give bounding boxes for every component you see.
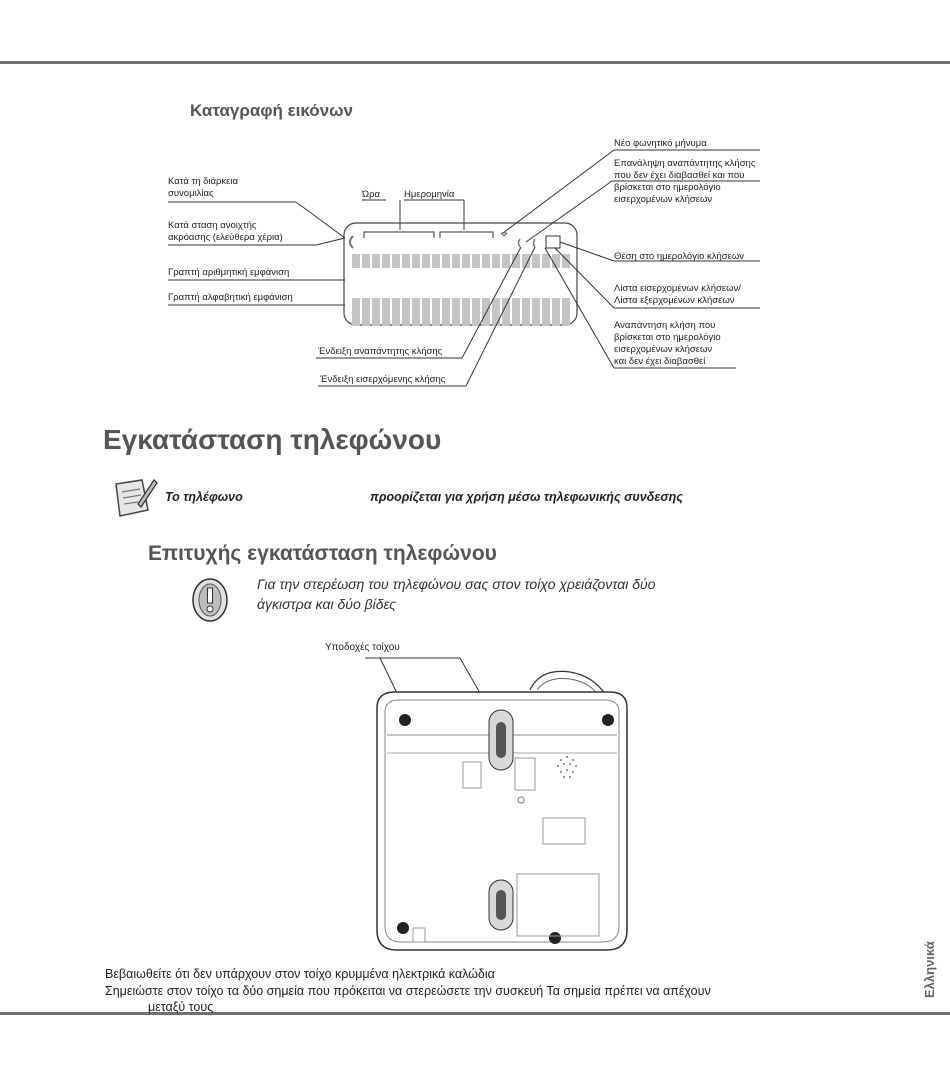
lcd-segment [492,298,500,326]
envelope-icon [501,233,507,236]
label-time: Ώρα [362,189,381,200]
label-unread-missed: Αναπάντηση κλήση που βρίσκεται στο ημερολόγιο εισερχομένων κλήσεων και δεν έχει διαβασθεί [614,320,721,367]
lcd-segment [432,254,440,268]
success-title: Επιτυχής εγκατάσταση τηλεφώνου [148,542,497,565]
note-text-part2: προορίζεται για χρήση μέσω τηλεφωνικής συνδεσης [370,490,683,504]
instruction-line3: μεταξύ τους [148,1000,214,1014]
lcd-segment [402,254,410,268]
lcd-segment [382,254,390,268]
label-log-position: Θέση στο ημερολόγιο κλήσεων [614,251,745,262]
label-date: Ημερομηνία [404,189,455,200]
lcd-segment [372,298,380,326]
lcd-segment [352,298,360,326]
label-during-call: Κατά τη διάρκεια συνομιλίας [168,176,239,199]
phone-back-illustration [365,650,640,960]
label-new-voice-message: Νέο φωνητικό μήνυμα [614,138,707,149]
lcd-segment [412,254,420,268]
handset-icon [350,236,353,248]
lcd-segment [392,298,400,326]
instruction-line1: Βεβαιωθείτε ότι δεν υπάρχουν στον τοίχο κρυμμένα ηλεκτρικά καλώδια [105,967,495,981]
lcd-segment [482,254,490,268]
lcd-segment [382,298,390,326]
lcd-segment [392,254,400,268]
label-missed-call-indicator: Ένδειξη αναπάντητης κλήσης [318,346,443,357]
lcd-segment [462,254,470,268]
note-icon [110,474,158,520]
wall-mount-label: Υποδοχές τοίχου [325,642,400,653]
display-diagram [0,130,950,400]
label-numeric: Γραπτή αριθμητική εμφάνιση [168,267,290,278]
lcd-segment [522,298,530,326]
label-repeat-missed: Επανάληψη αναπάντητης κλήσης που δεν έχει διαβασθεί και που βρίσκεται στο ημερολόγιο εισερχομένων κλήσεων [614,158,756,205]
lcd-segment [422,254,430,268]
lcd-segment [402,298,410,326]
lcd-segment [422,298,430,326]
missed-call-icon [519,239,521,247]
label-handsfree: Κατά σταση ανοιχτής ακρόασης (ελεύθερα χέρια) [168,220,283,243]
bottom-rule [0,1012,950,1015]
warning-icon [190,576,230,624]
lcd-segment [492,254,500,268]
top-rule [0,61,950,64]
log-position-box [546,236,560,248]
lcd-segment [502,254,510,268]
instruction-line2: Σημειώστε στον τοίχο τα δύο σημεία που πρόκειται να στερεώσετε την συσκευή Τα σημεία πρέπει να απέχουν [105,984,711,998]
lcd-segment [542,298,550,326]
lcd-segment [442,298,450,326]
lcd-segment [372,254,380,268]
lcd-segment [452,298,460,326]
side-language-tab: Ελληνικά [922,941,937,998]
lcd-segment [552,298,560,326]
lcd-segment [532,254,540,268]
lcd-segment [452,254,460,268]
lcd-segment [472,254,480,268]
lcd-segment [432,298,440,326]
warning-line2: άγκιστρα και δύο βίδες [257,596,397,612]
time-box [364,232,434,238]
lcd-segment [542,254,550,268]
label-incoming-call-indicator: Ένδειξη εισερχόμενης κλήσης [320,374,446,385]
note-text-part1: Το τηλέφωνο [165,490,243,504]
dot-matrix [352,254,570,326]
icon-list-heading: Καταγραφή εικόνων [190,101,353,120]
label-alpha: Γραπτή αλφαβητική εμφάνιση [168,292,293,303]
lcd-segment [442,254,450,268]
date-box [440,232,493,238]
lcd-segment [512,298,520,326]
install-title: Εγκατάσταση τηλεφώνου [103,424,442,455]
lcd-segment [532,298,540,326]
lcd-segment [562,298,570,326]
lcd-segment [412,298,420,326]
lcd-segment [472,298,480,326]
lcd-segment [362,298,370,326]
label-call-lists: Λίστα εισερχομένων κλήσεων/ Λίστα εξερχομένων κλήσεων [614,283,741,306]
warning-line1: Για την στερέωση του τηλεφώνου σας στον τοίχο χρειάζονται δύο [257,576,656,592]
lcd-segment [552,254,560,268]
lcd-segment [362,254,370,268]
lcd-segment [352,254,360,268]
incoming-call-icon [534,239,536,247]
lcd-segment [462,298,470,326]
